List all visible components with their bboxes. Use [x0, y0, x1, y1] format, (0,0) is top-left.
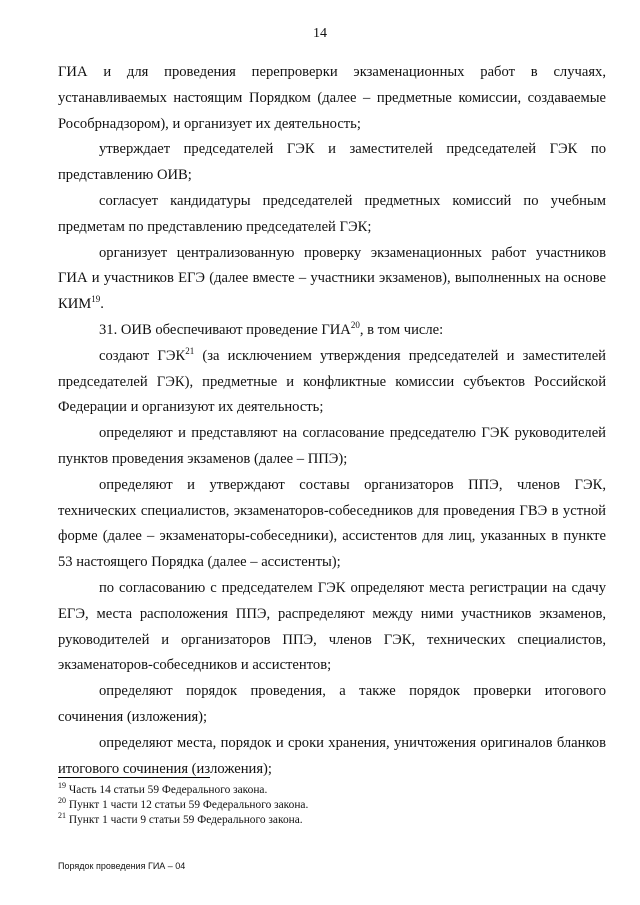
footnote-text: Часть 14 статьи 59 Федерального закона.: [68, 784, 268, 796]
footnote-ref-19[interactable]: 19: [91, 294, 101, 305]
footnote-number: 21: [58, 811, 66, 821]
footer-label: Порядок проведения ГИА – 04: [58, 861, 186, 871]
page-number: 14: [313, 26, 327, 41]
paragraph: определяют места, порядок и сроки хранения, уничтожения оригиналов бланков итогового сочинения (изложения);: [58, 734, 606, 777]
footnote-text: Пункт 1 части 12 статьи 59 Федерального закона.: [68, 799, 309, 811]
paragraph-end: .: [100, 296, 104, 313]
paragraph: определяют и утверждают составы организаторов ППЭ, членов ГЭК, технических специалистов, экзаменаторов-собеседников для проведения ГВЭ в устной форме (далее – экзаменаторы-собеседники), ассистентов для лиц, указанных в пункте 53 настоящего Порядка (далее – ассистенты);: [58, 476, 606, 571]
paragraph-text: создают ГЭК: [99, 347, 186, 364]
paragraph: согласует кандидатуры председателей предметных комиссий по учебным предметам по представлению председателей ГЭК;: [58, 192, 606, 235]
paragraph-end: , в том числе:: [359, 321, 444, 338]
footnote-item: [58, 783, 606, 798]
paragraph-text: (за исключением утверждения председателей и заместителей председателей ГЭК), предметные и конфликтные комиссии субъектов Российской Федерации и организуют их деятельность;: [58, 347, 606, 416]
footnote-text: Пункт 1 части 9 статьи 59 Федерального закона.: [68, 814, 303, 826]
paragraph: по согласованию с председателем ГЭК определяют места регистрации на сдачу ЕГЭ, места расположения ППЭ, распределяют между ними участников экзаменов, руководителей и организаторов ППЭ, членов ГЭК, технических специалистов, экзаменаторов-собеседников и ассистентов;: [58, 579, 606, 674]
paragraph: [58, 318, 606, 344]
document-body: [58, 60, 606, 782]
paragraph: определяют и представляют на согласование председателю ГЭК руководителей пунктов проведения экзаменов (далее – ППЭ);: [58, 425, 606, 467]
footnote-number: 19: [58, 781, 66, 791]
footnote-ref-21[interactable]: 21: [185, 345, 195, 356]
footnote-divider: [58, 777, 210, 778]
paragraph: [58, 241, 606, 318]
footnotes: [58, 783, 606, 828]
footnote-item: [58, 813, 606, 828]
paragraph: определяют порядок проведения, а также порядок проверки итогового сочинения (изложения);: [58, 683, 606, 725]
paragraph: утверждает председателей ГЭК и заместителей председателей ГЭК по представлению ОИВ;: [58, 141, 606, 184]
paragraph-text: 31. ОИВ обеспечивают проведение ГИА: [99, 321, 351, 338]
footnote-item: [58, 798, 606, 813]
paragraph: ГИА и для проведения перепроверки экзаменационных работ в случаях, устанавливаемых настоящим Порядком (далее – предметные комиссии, создаваемые Рособрнадзором), и организует их деятельность;: [58, 64, 606, 132]
paragraph: [58, 344, 606, 421]
footnote-ref-20[interactable]: 20: [350, 320, 360, 331]
footnote-number: 20: [58, 796, 66, 806]
paragraph-text: организует централизованную проверку экзаменационных работ участников ГИА и участников ЕГЭ (далее вместе – участники экзаменов), выполненных на основе КИМ: [58, 244, 606, 313]
